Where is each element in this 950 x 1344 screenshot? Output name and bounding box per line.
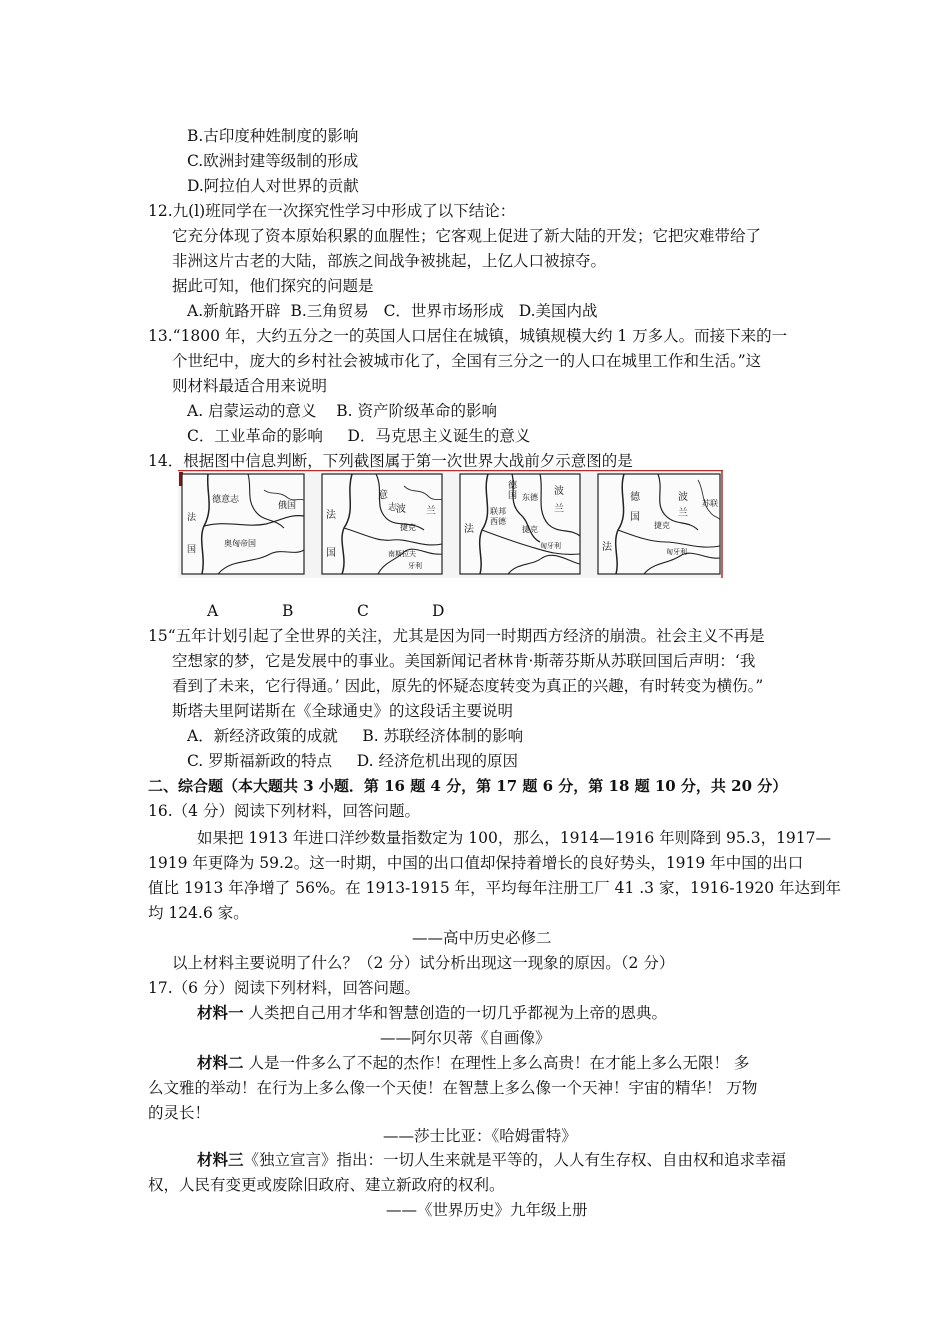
material-2: [197, 1052, 749, 1074]
map-a-label: 法: [187, 513, 197, 523]
map-d-label: 捷克: [654, 521, 670, 530]
question-16-material-line: 值比 1913 年净增了 56%。在 1913-1915 年，平均每年注册工厂 41 .3 家，1916-1920 年达到年: [148, 879, 842, 897]
map-label-c: C: [357, 602, 369, 620]
map-d-label: 匈牙利: [666, 548, 687, 556]
map-a-label: 德意志: [212, 495, 240, 505]
map-c-label: 联邦: [490, 507, 506, 516]
map-d-label: 苏联: [702, 499, 718, 508]
question-16-material-line: 均 124.6 家。: [148, 904, 249, 922]
material-3-source: ——《世界历史》九年级上册: [386, 1201, 588, 1219]
question-16-prompt: 以上材料主要说明了什么？（2 分）试分析出现这一现象的原因。（2 分）: [172, 954, 675, 972]
map-label-d: D: [432, 602, 445, 620]
map-c-label: 法: [464, 524, 474, 535]
map-c-label: 匈牙利: [540, 542, 561, 550]
map-d-label: 德: [630, 492, 640, 503]
map-c-label: 波: [554, 486, 564, 497]
material-3-text-line: 权，人民有变更或废除旧政府、建立新政府的权利。: [148, 1176, 505, 1194]
map-b-label: 南斯拉夫: [388, 550, 416, 558]
map-b-label: 意: [378, 490, 388, 501]
question-13-options-cd: C．工业革命的影响 D．马克思主义诞生的意义: [187, 427, 531, 445]
question-13-prompt: 则材料最适合用来说明: [172, 377, 328, 395]
question-12-prompt: 据此可知，他们探究的问题是: [172, 277, 374, 295]
option-11-b: B.古印度种姓制度的影响: [187, 127, 359, 145]
map-b-label: 波: [396, 504, 406, 515]
section-heading: 二、综合题（本大题共 3 小题．第 16 题 4 分，第 17 题 6 分，第 18 题 10 分，共 20 分）: [148, 777, 788, 795]
question-15-text-line: 看到了未来，它行得通。’ 因此，原先的怀疑态度转变为真正的兴趣，有时转变为横伤。”: [172, 677, 764, 695]
question-15-options-cd: C. 罗斯福新政的特点 D. 经济危机出现的原因: [187, 752, 519, 770]
map-c-label: 东德: [522, 493, 538, 502]
map-d-label: 国: [630, 512, 640, 523]
material-1-label: 材料一: [197, 1003, 244, 1022]
map-c-label: 西德: [490, 517, 506, 526]
map-d-label: 法: [602, 542, 612, 553]
material-2-text-line: 的灵长！: [148, 1104, 211, 1122]
map-b: [322, 474, 442, 574]
material-1-source: ——阿尔贝蒂《自画像》: [380, 1029, 551, 1047]
map-c-label: 国: [508, 491, 518, 501]
map-b-label: 捷克: [400, 523, 416, 532]
map-b-label: 兰: [426, 506, 436, 517]
material-2-text-line: 么文雅的举动！在行为上多么像一个天使！在智慧上多么像一个天神！宇宙的精华！ 万物: [148, 1079, 758, 1097]
question-13-text-line: 个世纪中，庞大的乡村社会被城市化了，全国有三分之一的人口在城里工作和生活。”这: [172, 352, 762, 370]
material-3-label: 材料三: [197, 1150, 244, 1169]
question-15-options-ab: A．新经济政策的成就 B. 苏联经济体制的影响: [187, 727, 524, 745]
map-c-label: 捷克: [522, 525, 538, 534]
question-16-source: ——高中历史必修二: [412, 929, 552, 947]
map-strip: [178, 470, 723, 578]
question-17-stem: 17.（6 分）阅读下列材料，回答问题。: [148, 979, 420, 997]
option-11-d: D.阿拉伯人对世界的贡献: [187, 177, 359, 195]
map-c-label: 兰: [554, 504, 564, 515]
map-b-label: 志: [388, 503, 398, 513]
map-a-label: 奥匈帝国: [224, 539, 256, 548]
question-16-material-line: 如果把 1913 年进口洋纱数量指数定为 100，那么，1914—1916 年则降到 95.3，1917—: [197, 829, 832, 847]
question-12-options: A.新航路开辟 B.三角贸易 C．世界市场形成 D.美国内战: [187, 302, 598, 320]
material-2-label: 材料二: [197, 1053, 244, 1072]
option-11-c: C.欧洲封建等级制的形成: [187, 152, 359, 170]
map-c: [460, 474, 580, 574]
map-b-label: 法: [326, 510, 336, 521]
material-3: [197, 1149, 786, 1171]
question-15-prompt: 斯塔夫里阿诺斯在《全球通史》的这段话主要说明: [172, 702, 514, 720]
material-2-text: 人是一件多么了不起的杰作！在理性上多么高贵！在才能上多么无限！ 多: [243, 1054, 750, 1072]
question-16-material-line: 1919 年更降为 59.2。这一时期，中国的出口值却保持着增长的良好势头，1919 年中国的出口: [148, 854, 804, 872]
question-12-text-line: 非洲这片古老的大陆，部族之间战争被挑起，上亿人口被掠夺。: [172, 252, 607, 270]
material-2-source: ——莎士比亚：《哈姆雷特》: [383, 1127, 577, 1145]
material-3-text: 《独立宣言》指出：一切人生来就是平等的，人人有生存权、自由权和追求幸福: [243, 1151, 787, 1169]
question-14-stem: 14．根据图中信息判断，下列截图属于第一次世界大战前夕示意图的是: [148, 452, 633, 470]
question-12-text-line: 它充分体现了资本原始积累的血腥性；它客观上促进了新大陆的开发；它把灾难带给了: [172, 227, 762, 245]
map-a-label: 俄国: [278, 501, 297, 511]
question-13-stem: 13.“1800 年，大约五分之一的英国人口居住在城镇，城镇规模大约 1 万多人。而接下来的一: [148, 327, 788, 345]
map-d: [598, 474, 720, 574]
map-b-label: 国: [326, 548, 336, 559]
question-15-text-line: 空想家的梦，它是发展中的事业。美国新闻记者林肯·斯蒂芬斯从苏联回国后声明：‘我: [172, 652, 756, 670]
map-d-label: 兰: [678, 508, 688, 519]
map-a: [182, 474, 304, 574]
question-13-options-ab: A. 启蒙运动的意义 B. 资产阶级革命的影响: [187, 402, 498, 420]
question-15-stem: 15“五年计划引起了全世界的关注，尤其是因为同一时期西方经济的崩溃。社会主义不再是: [148, 627, 765, 645]
map-label-b: B: [282, 602, 294, 620]
question-16-stem: 16.（4 分）阅读下列材料，回答问题。: [148, 802, 420, 820]
material-1-text: 人类把自己用才华和智慧创造的一切几乎都视为上帝的恩典。: [243, 1004, 667, 1022]
map-b-label: 牙利: [408, 562, 422, 570]
map-c-label: 德: [508, 481, 518, 491]
map-a-label: 国: [187, 545, 197, 555]
map-d-label: 波: [678, 492, 688, 503]
map-label-a: A: [207, 602, 219, 620]
question-12-stem: 12.九(l)班同学在一次探究性学习中形成了以下结论：: [148, 202, 516, 220]
material-1: [197, 1002, 667, 1024]
